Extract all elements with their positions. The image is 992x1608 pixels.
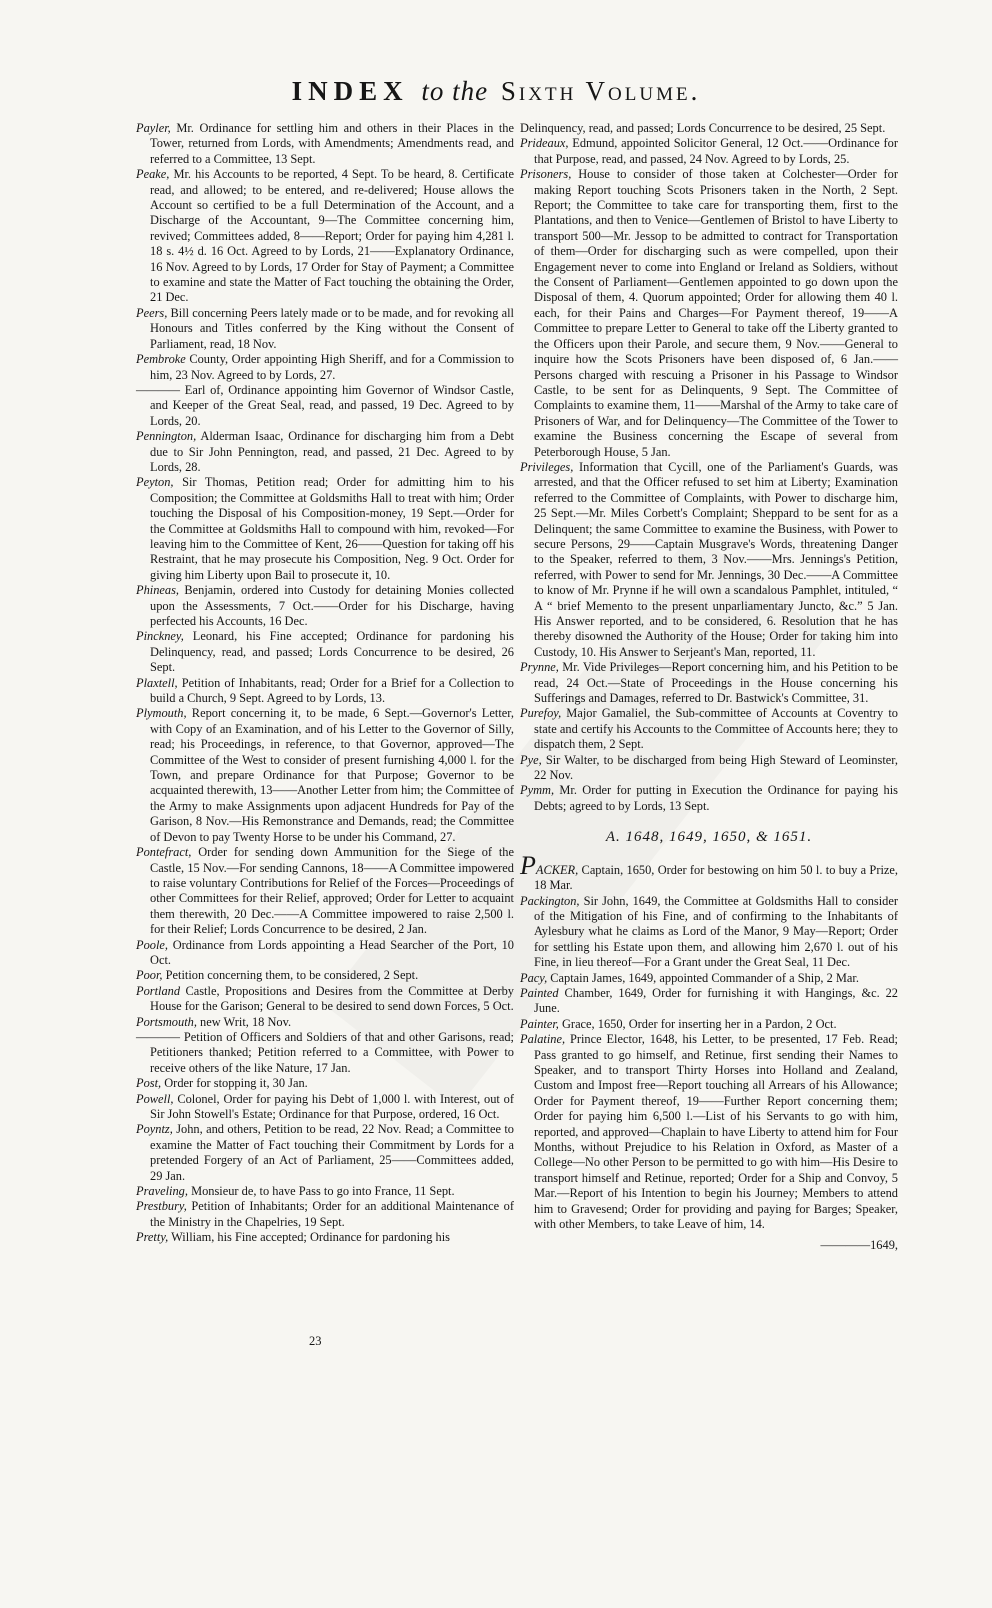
- page-title: [0, 76, 992, 107]
- entry-headword: Pretty,: [136, 1230, 169, 1245]
- entry-text: Petition of Inhabitants, read; Order for a Brief for a Collection to build a Church, 9 Sept. Agreed to by Lords, 13.: [150, 675, 514, 706]
- entry-headword: Peers,: [136, 305, 168, 320]
- index-entry: [136, 383, 514, 429]
- index-entry: [136, 968, 514, 983]
- index-entry: [136, 706, 514, 845]
- entry-text: Order for sending down Ammunition for the Siege of the Castle, 15 Nov.—For sending Cannons, 18——A Committee impowered to raise voluntary Contributions for Relief of the Forces—Proceedings of other Committees for their Relief, approved; Order for Letter to acquaint them therewith, 20 Dec.——A Committee impowered to raise 2,500 l. for their Relief; Lords Concurrence to be desired, 2 Jan.: [150, 845, 514, 937]
- entry-text: Bill concerning Peers lately made or to be made, and for revoking all Honours and Titles conferred by the King without the Consent of Parliament, read, 18 Nov.: [150, 305, 514, 351]
- index-entry: [136, 1184, 514, 1199]
- index-entry: [136, 475, 514, 583]
- index-entry: [520, 167, 898, 460]
- entry-text: Mr. Vide Privileges—Report concerning him, and his Petition to be read, 24 Oct.—State of Proceedings in the House concerning his Sufferings and Damages, referred to Dr. Bastwick's Committee, 31.: [534, 660, 898, 706]
- index-entry: [136, 1030, 514, 1076]
- index-entry: [136, 1092, 514, 1123]
- index-entry: [136, 429, 514, 475]
- entry-headword: Poole,: [136, 937, 168, 952]
- entry-headword: Peake,: [136, 167, 170, 182]
- entry-headword: Payler,: [136, 121, 171, 135]
- index-entry: [520, 660, 898, 706]
- entry-text: Major Gamaliel, the Sub-committee of Accounts at Coventry to state and certify his Accounts to the Committee of Accounts here; they to dispatch them, 2 Sept.: [534, 706, 898, 752]
- entry-headword: Prideaux,: [520, 136, 569, 151]
- index-entry: [520, 706, 898, 752]
- entry-text: Sir Thomas, Petition read; Order for admitting him to his Composition; the Committee at Goldsmiths Hall to treat with him; Order touching the Disposal of his Composition-money, 19 Sept.—Order for the Committee at Goldsmiths Hall to compound with him, revoked—For leaving him to the Committee of Kent, 26——Question for taking off his Restraint, that he may prosecute his Composition, Neg. 9 Oct. Order for giving him Liberty upon Bail to prosecute it, 10.: [150, 475, 514, 582]
- entry-text: Sir Walter, to be discharged from being High Steward of Leominster, 22 Nov.: [534, 752, 898, 783]
- entry-text: Leonard, his Fine accepted; Ordinance for pardoning his Delinquency, read, and passed; Lords Concurrence to be desired, 26 Sept.: [150, 629, 514, 675]
- entry-headword: ————: [136, 1029, 181, 1044]
- entry-headword: Pinckney,: [136, 629, 184, 644]
- index-entry: [136, 938, 514, 969]
- entry-text: Alderman Isaac, Ordinance for discharging him from a Debt due to Sir John Pennington, read, and passed, 21 Dec. Agreed to by Lords, 28.: [150, 429, 514, 474]
- index-entry: [136, 1122, 514, 1184]
- entry-text: County, Order appointing High Sheriff, and for a Commission to him, 23 Nov. Agreed to by Lords, 27.: [150, 352, 514, 382]
- index-entry: [520, 753, 898, 784]
- entry-text: new Writ, 18 Nov.: [196, 1014, 292, 1029]
- entry-headword: Pymm,: [520, 783, 555, 798]
- entry-headword: Poyntz,: [136, 1122, 173, 1137]
- index-entry: [136, 121, 514, 167]
- index-entry: [520, 894, 898, 971]
- entry-headword: Post,: [136, 1076, 162, 1091]
- left-column: [136, 121, 514, 1246]
- index-entry: [136, 306, 514, 352]
- entry-headword: ACKER,: [535, 862, 579, 877]
- title-small: Sixth Volume.: [500, 76, 701, 106]
- index-entry: [136, 1015, 514, 1030]
- entry-text: House to consider of those taken at Colchester—Order for making Report touching Scots Prisoners taken in the North, 2 Sept. Report; the Committee to take care for transporting them, first to the Plantations, and then to Venice—Gentlemen of Bristol to have Liberty to transport 500—Mr. Jessop to be admitted to contract for Transportation of them—Order for discharging such as were compelled, upon their Engagement never to come into England or Ireland as Soldiers, without the Consent of Parliament—Gentlemen appointed to go down upon the Disposal of them, 4. Quorum appointed; Order for allowing them 40 l. each, for their Pains and Charges—For Payment thereof, 19——A Committee to prepare Letter to General to take off the Liberty granted to the Officers upon their Parole, and secure them, 9 Nov.——General to inquire how the Scots Prisoners have been disposed of, 6 Jan.——Persons charged with rescuing a Prisoner in his Passage to Windsor Castle, to be sent for as Delinquents, 9 Sept. The Committee of Complaints to examine them, 11——Marshal of the Army to take care of Prisoners of War, and for Delinquency—The Committee of the Tower to examine the Business concerning the Escape of several from Peterborough House, 5 Jan.: [534, 167, 898, 459]
- entry-text: William, his Fine accepted; Ordinance for pardoning his: [168, 1230, 451, 1245]
- index-entry: [136, 629, 514, 675]
- index-entry: [136, 1230, 514, 1245]
- index-entry: [520, 850, 898, 894]
- entry-headword: Portland: [136, 983, 181, 998]
- entry-text: Captain James, 1649, appointed Commander of a Ship, 2 Mar.: [547, 970, 859, 985]
- section-heading: A. 1648, 1649, 1650, & 1651.: [605, 829, 813, 846]
- index-entry: [136, 583, 514, 629]
- index-entry: [136, 1199, 514, 1230]
- entry-text: Grace, 1650, Order for inserting her in a Pardon, 2 Oct.: [558, 1016, 837, 1031]
- entry-headword: Painter,: [520, 1016, 559, 1031]
- entry-text: Prince Elector, 1648, his Letter, to be presented, 17 Feb. Read; Pass granted to go himself, and Retinue, first sending their Names to Speaker, and to transport Thirty Horses into Holland and Zealand, Custom and Impost free—Report touching all Arrears of his Allowance; Order for Payment thereof, 19——Further Report concerning them; Order for paying him 6,500 l.—List of his Servants to go with him, reported, and approved—Chaplain to have Liberty to attend him for Four Months, without Prejudice to his Relation in Oxford, as Master of a College—No other Person to be permitted to go with him—His Desire to transport himself and Retinue, reported; Order for a Ship and Convoy, 5 Mar.—Report of his Intention to begin his Journey; Members to attend him to Gravesend; Order for providing and paying for Barges; Speaker, with other Members, to take Leave of him, 14.: [534, 1032, 898, 1232]
- page-number: 23: [309, 1334, 322, 1348]
- continued-entry: Delinquency, read, and passed; Lords Concurrence to be desired, 25 Sept.: [520, 121, 886, 135]
- entry-headword: Pontefract,: [136, 845, 192, 860]
- entry-headword: ————: [136, 382, 181, 397]
- entry-text: Petition of Inhabitants; Order for an additional Maintenance of the Ministry in the Chapelries, 19 Sept.: [150, 1199, 514, 1229]
- entry-headword: Palatine,: [520, 1032, 566, 1047]
- entry-headword: Peyton,: [136, 475, 174, 490]
- title-main: INDEX: [291, 76, 409, 106]
- entry-headword: Purefoy,: [520, 706, 562, 721]
- entry-headword: Prisoners,: [520, 167, 572, 182]
- entry-headword: Painted: [520, 985, 559, 1000]
- entry-headword: Pye,: [520, 752, 542, 767]
- index-entry: [520, 136, 898, 167]
- entry-text: Mr. Order for putting in Execution the Ordinance for paying his Debts; agreed to by Lords, 13 Sept.: [534, 783, 898, 813]
- entry-headword: Phineas,: [136, 583, 180, 598]
- entry-headword: Poor,: [136, 968, 163, 983]
- entry-headword: Plaxtell,: [136, 675, 178, 690]
- entry-text: Colonel, Order for paying his Debt of 1,000 l. with Interest, out of Sir John Stowell's Estate; Ordinance for that Purpose, ordered, 16 Oct.: [150, 1091, 514, 1121]
- entry-headword: Pacy,: [520, 970, 548, 985]
- entry-text: Benjamin, ordered into Custody for detaining Monies collected upon the Assessments, 7 Oct.——Order for his Discharge, having perfected his Accounts, 16 Dec.: [150, 583, 514, 628]
- entry-text: Sir John, 1649, the Committee at Goldsmiths Hall to consider of the Mitigation of his Fine, and of confirming to the Inhabitants of Aylesbury what he claims as Lord of the Manor, 9 May—Report; Order for settling his Estate upon them, and allowing him 2,670 l. out of his Fine, in lieu thereof—For a Grant under the Great Seal, 11 Dec.: [534, 893, 898, 970]
- index-entry: [136, 845, 514, 937]
- entry-text: Petition of Officers and Soldiers of that and other Garisons, read; Petitioners thanked; Petition referred to a Committee, with Power to receive others of the like Nature, 17 Jan.: [150, 1029, 514, 1075]
- entry-text: Report concerning it, to be made, 6 Sept.—Governor's Letter, with Copy of an Examination, and of his Letter to the Governor of Silly, read; his Proceedings, in reference, to that Governor, approved—The Committee of the West to consider of present furnishing 4,000 l. for the Town, and prepare Ordinance for that Purpose; Governor to be acquainted therewith, 13——Another Letter from him; the Committee of the Army to make Assignments upon adjacent Hundreds for Pay of the Garison, 8 Nov.—His Remonstrance and Demands, read; the Committee of Devon to pay Twenty Horse to be under his Command, 27.: [150, 706, 514, 844]
- entry-text: Edmund, appointed Solicitor General, 12 Oct.——Ordinance for that Purpose, read, and passed, 24 Nov. Agreed to by Lords, 25.: [534, 136, 898, 166]
- entry-headword: Packington,: [520, 893, 580, 908]
- index-entry: [520, 986, 898, 1017]
- entry-text: Mr. Ordinance for settling him and others in their Places in the Tower, returned from Lords, with Amendments; Amendments read, and referred to a Committee, 13 Sept.: [150, 121, 514, 166]
- entry-headword: Prynne,: [520, 660, 559, 675]
- entry-text: Monsieur de, to have Pass to go into France, 11 Sept.: [187, 1184, 455, 1199]
- index-entry: [136, 984, 514, 1015]
- index-entry: [520, 1032, 898, 1232]
- index-entry: [520, 1017, 898, 1032]
- entry-text: Captain, 1650, Order for bestowing on him 50 l. to buy a Prize, 18 Mar.: [534, 862, 898, 893]
- entry-headword: Praveling,: [136, 1184, 188, 1199]
- entry-text: Earl of, Ordinance appointing him Governor of Windsor Castle, and Keeper of the Great Seal, read, and passed, 19 Dec. Agreed to by Lords, 20.: [150, 382, 514, 428]
- entry-headword: Portsmouth,: [136, 1014, 197, 1029]
- entry-text: John, and others, Petition to be read, 22 Nov. Read; a Committee to examine the Matter of Fact touching their Commitment by Lords for a pretended Forgery of an Act of Parliament, 25——Committees added, 29 Jan.: [150, 1122, 514, 1183]
- title-italic: to the: [421, 76, 489, 106]
- entry-headword: Pembroke: [136, 352, 186, 367]
- entry-text: Castle, Propositions and Desires from the Committee at Derby House for the Garison; General to be desired to send down Forces, 5 Oct.: [150, 983, 514, 1014]
- entry-text: Order for stopping it, 30 Jan.: [161, 1076, 308, 1091]
- entry-headword: Plymouth,: [136, 706, 187, 721]
- index-entry: [520, 971, 898, 986]
- entry-text: Chamber, 1649, Order for furnishing it with Hangings, &c. 22 June.: [534, 985, 898, 1016]
- entry-text: Information that Cycill, one of the Parliament's Guards, was arrested, and that the Officer refused to set him at Liberty; Examination referred to the Committee of Complaints, with Power to discharge him, 25 Sept.—Mr. Miles Corbett's Complaint; Sheppard to be sent for as a Delinquent; the same Committee to examine the Business, with Power to secure Persons, 29——Captain Musgrave's Words, threatening Danger to the Speaker, referred to them, 3 Nov.——Mrs. Jennings's Petition, referred, with Power to send for Mr. Jennings, 30 Dec.——A Committee to know of Mr. Prynne if he will own a scandalous Pamphlet, intituled, “ A “ brief Memento to the present unparliamentary Juncto, &c.” 5 Jan. His Answer reported, and to be considered, 6. Resolution that he has thereby disowned the Authority of the House; Order for taking him into Custody, 10. His Answer to Serjeant's Man, reported, 11.: [534, 459, 898, 659]
- entry-text: Mr. his Accounts to be reported, 4 Sept. To be heard, 8. Certificate read, and allowed; to be entered, and re-delivered; House allows the Account so certified to be a full Determination of the Account, and a Discharge of the Accountant, 9—The Committee concerning him, revived; Committees added, 8——Report; Order for paying him 4,281 l. 18 s. 4½ d. 16 Oct. Agreed to by Lords, 21——Explanatory Ordinance, 16 Nov. Agreed to by Lords, 17 Order for Stay of Payment; a Committee to examine and state the Matter of Fact touching the obtaining the Order, 21 Dec.: [150, 167, 514, 305]
- catchword: ————1649,: [820, 1238, 898, 1253]
- entry-headword: Privileges,: [520, 459, 574, 474]
- entry-text: Petition concerning them, to be considered, 2 Sept.: [162, 968, 419, 983]
- entry-headword: Prestbury,: [136, 1199, 187, 1214]
- index-entry: [136, 352, 514, 383]
- index-entry: [520, 783, 898, 814]
- index-entry: [520, 460, 898, 660]
- index-entry: [136, 167, 514, 306]
- entry-text: Ordinance from Lords appointing a Head Searcher of the Port, 10 Oct.: [150, 937, 514, 967]
- drop-cap: P: [520, 850, 536, 880]
- entry-headword: Powell,: [136, 1091, 174, 1106]
- right-column: [520, 121, 898, 1254]
- entry-headword: Pennington,: [136, 429, 197, 444]
- index-entry: [136, 1076, 514, 1091]
- index-entry: [136, 676, 514, 707]
